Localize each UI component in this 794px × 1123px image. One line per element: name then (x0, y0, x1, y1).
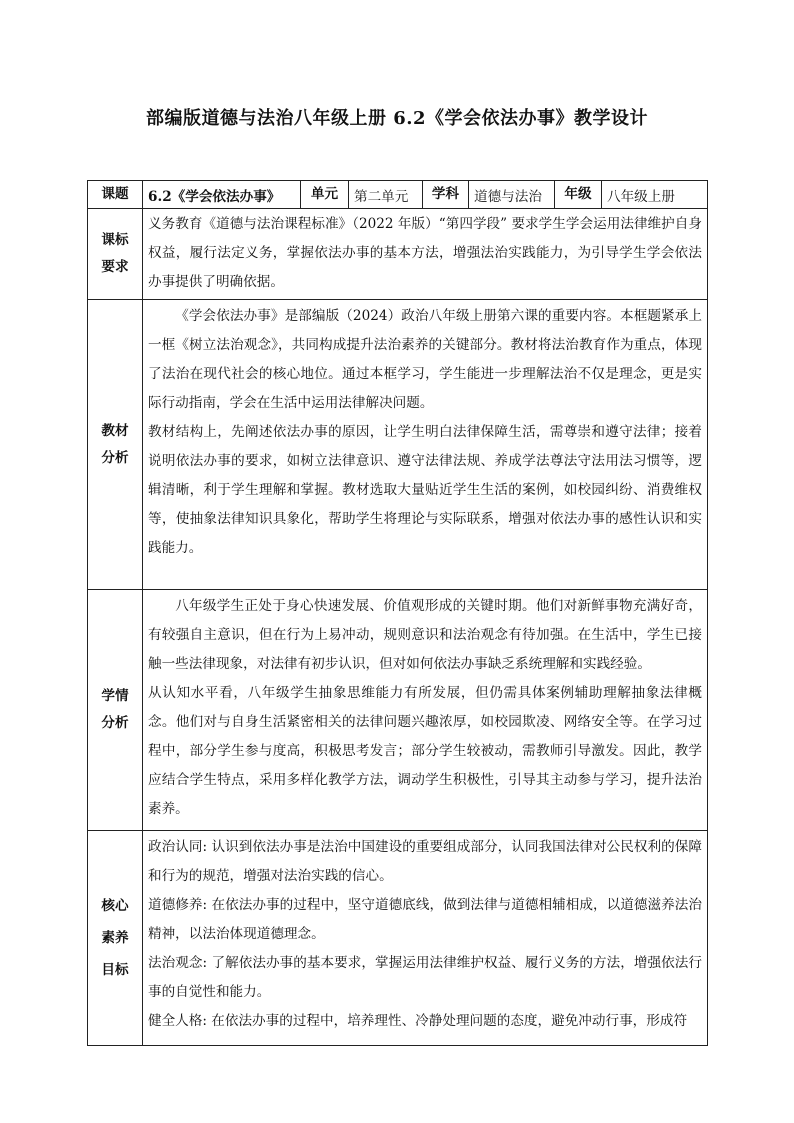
literacy-goal-personality: 健全人格: 在依法办事的过程中，培养理性、冷静处理问题的态度，避免冲动行事，形成符 (148, 1013, 688, 1029)
textbook-paragraph: 教材结构上，先阐述依法办事的原因，让学生明白法律保障生活，需尊崇和遵守法律；接着说明依法办事的要求，如树立法律意识、遵守法律法规、养成学法尊法守法用法习惯等，逻辑清晰，利于学生理解和掌握。教材选取大量贴近学生生活的案例，如校园纠纷、消费维权等，使抽象法律知识具象化，帮助学生将理论与实际联系，增强对依法办事的感性认识和实践能力。 (148, 424, 702, 556)
textbook-content (143, 300, 708, 590)
standard-content (143, 209, 708, 300)
textbook-paragraph: 《学会依法办事》是部编版（2024）政治八年级上册第六课的重要内容。本框题紧承上一框《树立法治观念》，共同构成提升法治素养的关键部分。教材将法治教育作为重点，体现了法治在现代社会的核心地位。通过本框学习，学生能进一步理解法治不仅是理念，更是实际行动指南，学会在生活中运用法律解决问题。 (148, 308, 702, 411)
document-title: 部编版道德与法治八年级上册 6.2《学会依法办事》教学设计 (145, 108, 649, 129)
unit-value: 第二单元 (349, 181, 423, 209)
standard-row (88, 209, 708, 300)
lesson-design-table (87, 180, 708, 1046)
students-label (88, 590, 143, 831)
grade-label: 年级 (555, 181, 602, 209)
header-row (88, 181, 708, 209)
students-label-text: 学情分析 (101, 688, 129, 731)
literacy-row (88, 831, 708, 1046)
students-content (143, 590, 708, 831)
topic-label: 课题 (88, 181, 143, 209)
students-row (88, 590, 708, 831)
subject-label: 学科 (423, 181, 469, 209)
textbook-label-text: 教材分析 (101, 422, 129, 466)
literacy-goal-political: 政治认同: 认识到依法办事是法治中国建设的重要组成部分，认同我国法律对公民权利的保障和行为的规范，增强对法治实践的信心。 (148, 839, 702, 884)
standard-paragraph: 义务教育《道德与法治课程标准》（2022 年版）“第四学段” 要求学生学会运用法律维护自身权益，履行法定义务，掌握依法办事的基本方法，增强法治实践能力，为引导学生学会依法办事提供了明确依据。 (148, 216, 702, 290)
literacy-content (143, 831, 708, 1046)
literacy-label (88, 831, 143, 1046)
subject-value: 道德与法治 (469, 181, 555, 209)
unit-label: 单元 (301, 181, 349, 209)
topic-value: 6.2《学会依法办事》 (143, 181, 301, 209)
textbook-row (88, 300, 708, 590)
students-paragraph: 从认知水平看，八年级学生抽象思维能力有所发展，但仍需具体案例辅助理解抽象法律概念。他们对与自身生活紧密相关的法律问题兴趣浓厚，如校园欺凌、网络安全等。在学习过程中，部分学生参与度高，积极思考发言；部分学生较被动，需教师引导激发。因此，教学应结合学生特点，采用多样化教学方法，调动学生积极性，引导其主动参与学习，提升法治素养。 (148, 685, 702, 817)
standard-label (88, 209, 143, 300)
standard-label-text: 课标要求 (101, 232, 129, 275)
literacy-label-text: 核心素养目标 (101, 898, 129, 978)
textbook-label (88, 300, 143, 590)
grade-value: 八年级上册 (602, 181, 708, 209)
literacy-goal-law: 法治观念: 了解依法办事的基本要求，掌握运用法律维护权益、履行义务的方法，增强依法行事的自觉性和能力。 (148, 955, 702, 1000)
literacy-goal-moral: 道德修养: 在依法办事的过程中，坚守道德底线，做到法律与道德相辅相成，以道德滋养法治精神，以法治体现道德理念。 (148, 897, 702, 942)
students-paragraph: 八年级学生正处于身心快速发展、价值观形成的关键时期。他们对新鲜事物充满好奇，有较强自主意识，但在行为上易冲动，规则意识和法治观念有待加强。在生活中，学生已接触一些法律现象，对法律有初步认识，但对如何依法办事缺乏系统理解和实践经验。 (148, 598, 702, 672)
